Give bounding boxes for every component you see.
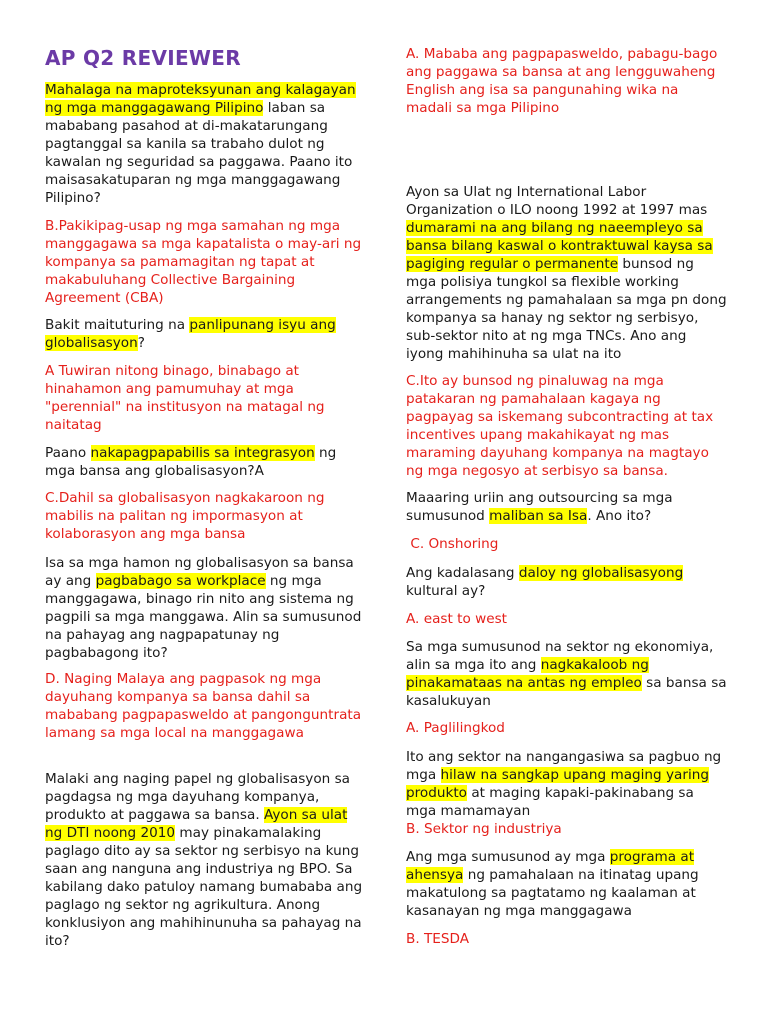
highlighted-phrase: panlipunang isyu ang globalisasyon xyxy=(45,317,336,351)
highlighted-phrase: dumarami na ang bilang ng naeempleyo sa bansa bilang kaswal o kontraktuwal kaysa sa pagiging regular o permanente xyxy=(406,220,713,272)
question-text: Maaaring uriin ang outsourcing sa mga sumusunod xyxy=(406,490,673,524)
question-6 xyxy=(406,183,728,363)
highlighted-phrase: daloy ng globalisasyong xyxy=(518,565,684,581)
question-9 xyxy=(406,638,728,710)
question-10 xyxy=(406,748,728,820)
question-11 xyxy=(406,848,728,920)
highlighted-phrase: Mahalaga na maproteksyunan ang kalagayan ng mga manggagawang Pilipino xyxy=(45,82,356,116)
page-title: AP Q2 REVIEWER xyxy=(45,46,241,70)
question-text: may pinakamalaking paglago dito ay sa sektor ng serbisyo na kung saan ang nanguna ang industriya ng BPO. Sa kabilang dako patuloy namang bumababa ang paglago ng sektor ng agrikultura. Anong konklusiyon ang mahihinunuha sa pahayag na ito? xyxy=(45,825,363,949)
highlighted-phrase: pagbabago sa workplace xyxy=(95,573,266,589)
highlighted-phrase: maliban sa Isa xyxy=(489,508,588,524)
answer-7: C. Onshoring xyxy=(406,536,499,552)
question-text: laban sa mababang pasahod at di-makatarungang pagtanggal sa kanila sa trabaho dulot ng kawalan ng seguridad sa paggawa. Paano ito maisasakatuparan ng mga manggagawang Pilipino? xyxy=(45,100,353,206)
question-8 xyxy=(406,564,728,600)
question-text: ng mga manggagawa, binago rin nito ang sistema ng pagpili sa mga manggawa. Alin sa sumusunod na pahayag ang nagpapatunay ng pagbabagong ito? xyxy=(45,573,362,661)
question-text: Ang kadalasang xyxy=(406,565,519,581)
highlighted-phrase: Ayon sa ulat ng DTI noong 2010 xyxy=(45,807,348,841)
answer-6: C.Ito ay bunsod ng pinaluwag na mga patakaran ng pamahalaan kagaya ng pagpayag sa iskemang subcontracting at tax incentives upang makahikayat ng mas maraming dayuhang kompanya na magtayo ng mga negosyo at serbisyo sa bansa. xyxy=(406,373,714,479)
answer-3: C.Dahil sa globalisasyon nagkakaroon ng mabilis na palitan ng impormasyon at kolaborasyon ang mga bansa xyxy=(45,490,325,542)
question-text: sa bansa sa kasalukuyan xyxy=(406,675,727,709)
answer-9: A. Paglilingkod xyxy=(406,720,505,736)
question-text: ? xyxy=(137,335,145,351)
question-2 xyxy=(45,316,367,352)
question-7 xyxy=(406,489,728,525)
answer-8: A. east to west xyxy=(406,611,507,627)
highlighted-phrase: hilaw na sangkap upang maging yaring produkto xyxy=(406,767,709,801)
question-4 xyxy=(45,554,367,662)
question-text: ng pamahalaan na itinatag upang makatulong sa pagtatamo ng kaalaman at kasanayan ng mga manggagawa xyxy=(406,867,699,919)
question-text: ng mga bansa ang globalisasyon?A xyxy=(45,445,337,479)
answer-11: B. TESDA xyxy=(406,931,470,947)
question-text: Ang mga sumusunod ay mga xyxy=(406,849,610,865)
question-text: Sa mga sumusunod na sektor ng ekonomiya, alin sa mga ito ang xyxy=(406,639,714,673)
question-text: Ayon sa Ulat ng International Labor Organization o ILO noong 1992 at 1997 mas xyxy=(406,184,708,218)
highlighted-phrase: programa at ahensya xyxy=(406,849,695,883)
answer-2: A Tuwiran nitong binago, binabago at hinahamon ang pamumuhay at mga "perennial" na institusyon na matagal ng naitatag xyxy=(45,363,325,433)
question-text: kultural ay? xyxy=(406,583,486,599)
question-text: bunsod ng mga polisiya tungkol sa flexible working arrangements ng pamahalaan sa mga pn dong kompanya sa hanay ng sektor ng serbisyo, sub-sektor nito at ng mga TNCs. Ano ang iyong mahihinuha sa ulat na ito xyxy=(406,256,727,362)
question-5 xyxy=(45,770,367,950)
answer-5: A. Mababa ang pagpapasweldo, pabagu-bago ang paggawa sa bansa at ang lengguwaheng English ang isa sa pangunahing wika na madali sa mga Pilipino xyxy=(406,46,718,116)
question-3 xyxy=(45,444,367,480)
question-text: Paano xyxy=(45,445,91,461)
question-text: Isa sa mga hamon ng globalisasyon sa bansa ay ang xyxy=(45,555,354,589)
highlighted-phrase: nagkakaloob ng pinakamataas na antas ng empleo xyxy=(406,657,649,691)
answer-1: B.Pakikipag-usap ng mga samahan ng mga manggagawa sa mga kapatalista o may-ari ng kompanya sa pamamagitan ng tapat at makabuluhang Collective Bargaining Agreement (CBA) xyxy=(45,218,362,306)
question-text: . Ano ito? xyxy=(587,508,652,524)
question-text: Malaki ang naging papel ng globalisasyon sa pagdagsa ng mga dayuhang kompanya, produkto at paggawa sa bansa. xyxy=(45,771,351,823)
answer-4: D. Naging Malaya ang pagpasok ng mga dayuhang kompanya sa bansa dahil sa mababang pagpapasweldo at pangonguntrata lamang sa mga local na manggagawa xyxy=(45,671,362,741)
answer-10: B. Sektor ng industriya xyxy=(406,821,562,837)
highlighted-phrase: nakapagpapabilis sa integrasyon xyxy=(90,445,315,461)
question-text: Bakit maituturing na xyxy=(45,317,190,333)
question-text: Ito ang sektor na nangangasiwa sa pagbuo ng mga xyxy=(406,749,722,783)
question-text: at maging kapaki-pakinabang sa mga mamamayan xyxy=(406,785,694,819)
question-1 xyxy=(45,81,367,207)
